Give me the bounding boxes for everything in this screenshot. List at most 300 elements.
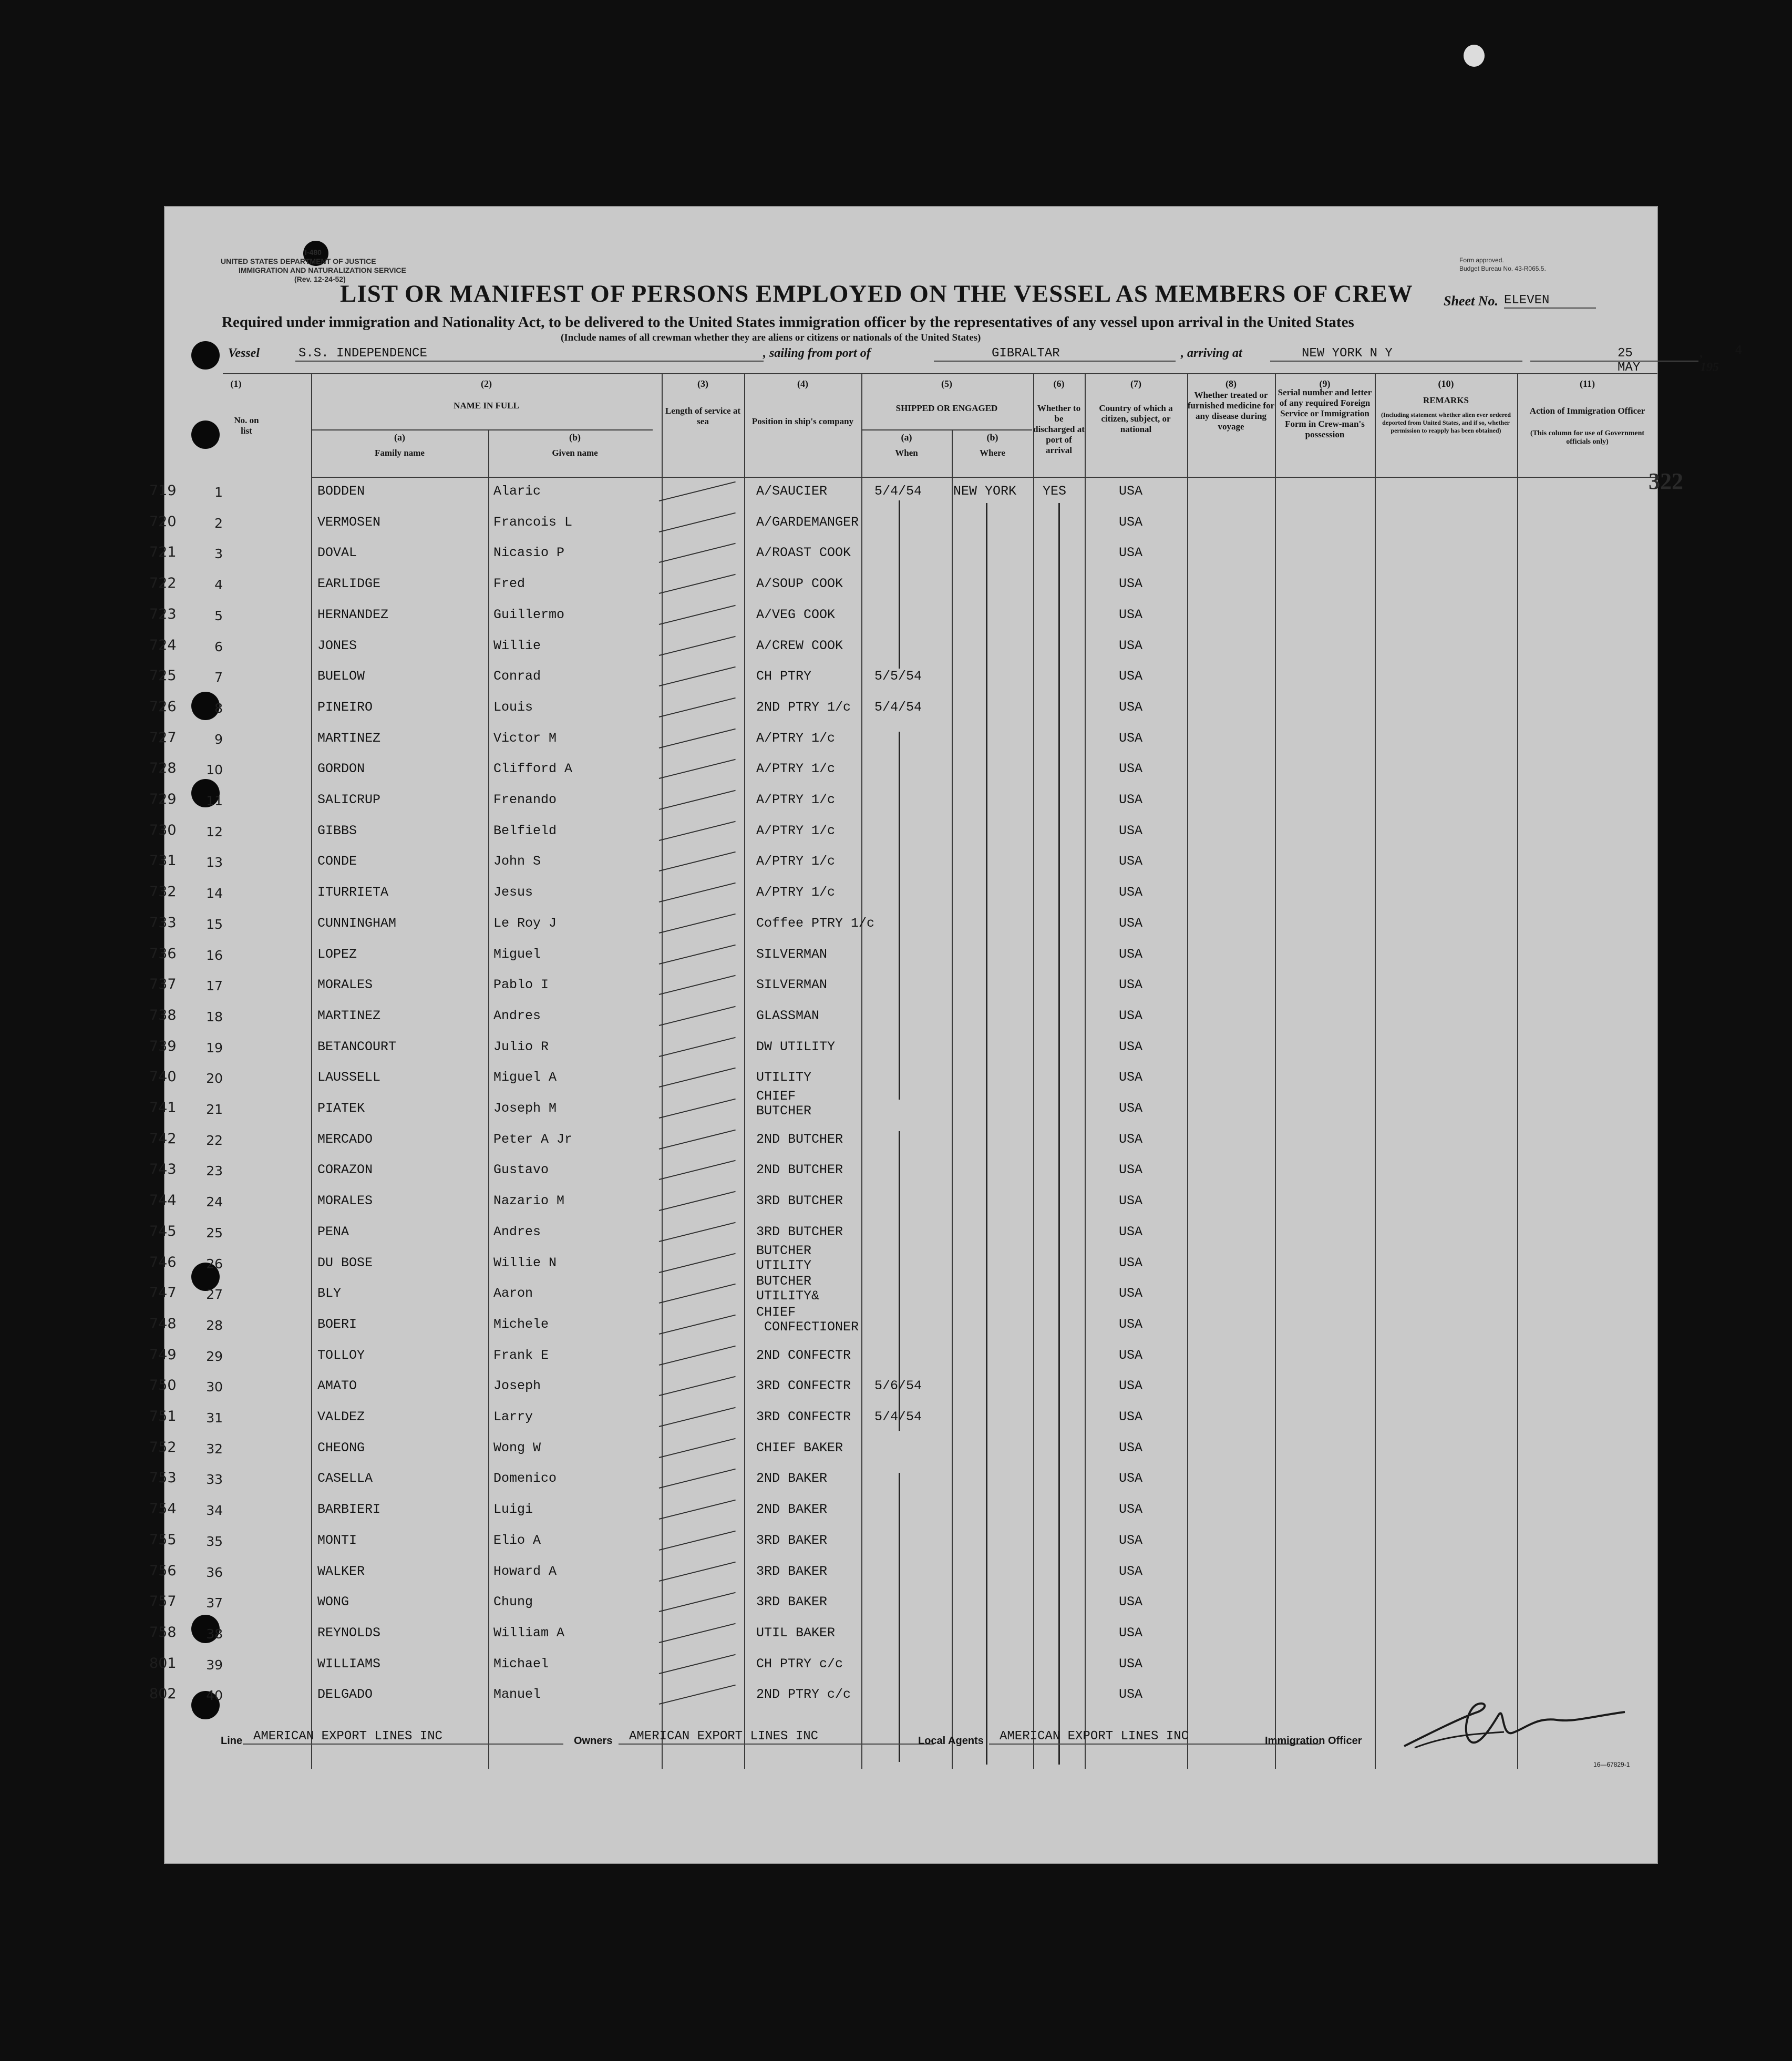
length-tick — [659, 1592, 736, 1612]
cell-given: Willie — [493, 638, 541, 653]
ditto-line — [986, 503, 987, 1765]
cell-position: BUTCHER UTILITY& — [756, 1274, 820, 1304]
cell-no: 20 — [206, 1071, 223, 1086]
cell-no: 21 — [206, 1102, 223, 1117]
cell-hand: 719 — [149, 483, 177, 499]
length-tick — [659, 1099, 736, 1119]
cell-no: 29 — [206, 1348, 223, 1364]
cell-given: Le Roy J — [493, 915, 557, 931]
column-rule — [744, 373, 745, 1769]
ditto-line — [899, 1473, 900, 1762]
approval-line-2: Budget Bureau No. 43-R065.5. — [1459, 265, 1546, 272]
cell-no: 32 — [206, 1441, 223, 1457]
cell-given: Domenico — [493, 1471, 557, 1486]
cell-given: Miguel — [493, 946, 541, 962]
cell-given: Louis — [493, 699, 533, 715]
col-discharged-label: Whether to be discharged at port of arrival — [1033, 403, 1085, 455]
officer-label: Immigration Officer — [1265, 1735, 1362, 1747]
length-tick — [659, 1284, 736, 1304]
cell-given: Frank E — [493, 1347, 549, 1363]
column-rule — [1085, 373, 1086, 1769]
cell-given: Nazario M — [493, 1193, 565, 1209]
cell-position: 2ND BUTCHER — [756, 1131, 843, 1147]
length-tick — [659, 1037, 736, 1057]
owners-label: Owners — [574, 1735, 613, 1747]
length-tick — [659, 1623, 736, 1643]
cell-no: 13 — [206, 855, 223, 870]
cell-country: USA — [1119, 1471, 1143, 1486]
cell-country: USA — [1119, 761, 1143, 777]
cell-no: 2 — [214, 515, 223, 531]
cell-country: USA — [1119, 1502, 1143, 1517]
col-medicine-number: (8) — [1225, 378, 1237, 389]
cell-country: USA — [1119, 1594, 1143, 1610]
cell-hand: 737 — [149, 976, 177, 993]
cell-hand: 754 — [149, 1501, 177, 1517]
cell-where: NEW YORK — [953, 484, 1017, 499]
column-rule — [1033, 373, 1034, 1769]
column-rule — [1275, 373, 1276, 1769]
cell-given: Howard A — [493, 1563, 557, 1579]
cell-hand: 739 — [149, 1038, 177, 1054]
cell-hand: 748 — [149, 1315, 177, 1332]
cell-country: USA — [1119, 1347, 1143, 1363]
cell-no: 36 — [206, 1564, 223, 1580]
cell-no: 16 — [206, 947, 223, 963]
cell-when: 5/6/54 — [874, 1378, 922, 1394]
cell-country: USA — [1119, 607, 1143, 622]
cell-no: 22 — [206, 1132, 223, 1148]
cell-hand: 749 — [149, 1346, 177, 1363]
cell-given: Clifford A — [493, 761, 573, 777]
cell-hand: 726 — [149, 698, 177, 715]
cell-no: 8 — [214, 700, 223, 716]
cell-position: 3RD BUTCHER — [756, 1224, 843, 1239]
cell-country: USA — [1119, 823, 1143, 838]
length-tick — [659, 512, 736, 532]
cell-family: EARLIDGE — [317, 576, 381, 592]
cell-given: Pablo I — [493, 977, 549, 993]
col-discharged-number: (6) — [1053, 378, 1065, 389]
cell-position: DW UTILITY — [756, 1039, 836, 1054]
cell-given: Jesus — [493, 885, 533, 900]
cell-given: Aaron — [493, 1286, 533, 1301]
cell-position: 3RD CONFECTR — [756, 1378, 851, 1394]
approval-block — [1459, 256, 1546, 273]
length-tick — [659, 1438, 736, 1458]
cell-no: 23 — [206, 1163, 223, 1179]
cell-family: BETANCOURT — [317, 1039, 397, 1054]
agents-label: Local Agents — [918, 1735, 984, 1747]
cell-no: 4 — [214, 577, 223, 593]
length-tick — [659, 1006, 736, 1026]
cell-position: 3RD BAKER — [756, 1563, 828, 1579]
col-remarks-label: REMARKS — [1423, 395, 1469, 405]
cell-position: A/PTRY 1/c — [756, 854, 836, 869]
cell-given: Andres — [493, 1224, 541, 1239]
punch-hole — [191, 421, 220, 449]
col-family-number: (a) — [394, 432, 405, 443]
ditto-line — [899, 732, 900, 1100]
punch-hole — [191, 341, 220, 370]
cell-country: USA — [1119, 977, 1143, 993]
service-name: IMMIGRATION AND NATURALIZATION SERVICE — [239, 266, 406, 274]
agents-value: AMERICAN EXPORT LINES INC — [989, 1729, 1320, 1745]
cell-hand: 731 — [149, 853, 177, 869]
cell-position: BUTCHER UTILITY — [756, 1243, 812, 1273]
length-tick — [659, 1129, 736, 1149]
cell-country: USA — [1119, 514, 1143, 530]
col-given-number: (b) — [569, 432, 581, 443]
col-no-label: No. on list — [234, 415, 259, 436]
col-remarks-note: (Including statement whether alien ever ordered deported from United States, and if so, whether permission to reapply has been obtained) — [1381, 411, 1511, 434]
cell-country: USA — [1119, 1224, 1143, 1239]
cell-family: PIATEK — [317, 1101, 365, 1116]
cell-country: USA — [1119, 1193, 1143, 1209]
cell-no: 6 — [214, 639, 223, 654]
cell-family: DU BOSE — [317, 1255, 373, 1270]
cell-no: 17 — [206, 978, 223, 994]
cell-family: BOERI — [317, 1316, 357, 1332]
cell-hand: 747 — [149, 1285, 177, 1301]
cell-no: 28 — [206, 1317, 223, 1333]
cell-hand: 733 — [149, 914, 177, 931]
cell-country: USA — [1119, 699, 1143, 715]
ditto-line — [899, 500, 900, 669]
length-tick — [659, 1654, 736, 1674]
length-tick — [659, 1469, 736, 1489]
form-code: 16—67829-1 — [1593, 1761, 1630, 1768]
cell-position: CH PTRY — [756, 669, 812, 684]
cell-no: 40 — [206, 1688, 223, 1704]
cell-family: WALKER — [317, 1563, 365, 1579]
column-rule — [1375, 373, 1376, 1769]
cell-no: 31 — [206, 1410, 223, 1426]
cell-no: 10 — [206, 762, 223, 778]
col-length-number: (3) — [697, 378, 708, 389]
cell-family: JONES — [317, 638, 357, 653]
cell-position: A/SOUP COOK — [756, 576, 843, 592]
cell-family: GIBBS — [317, 823, 357, 838]
cell-family: DELGADO — [317, 1687, 373, 1703]
cell-family: MORALES — [317, 1193, 373, 1209]
cell-no: 33 — [206, 1472, 223, 1488]
cell-no: 19 — [206, 1040, 223, 1055]
cell-country: USA — [1119, 1656, 1143, 1672]
cell-position: 2ND CONFECTR — [756, 1347, 851, 1363]
vessel-name: S.S. INDEPENDENCE — [295, 346, 764, 362]
column-rule — [1187, 373, 1188, 1769]
cell-hand: 720 — [149, 513, 177, 530]
cell-given: Luigi — [493, 1502, 533, 1517]
cell-no: 25 — [206, 1225, 223, 1240]
cell-family: VALDEZ — [317, 1409, 365, 1424]
cell-hand: 724 — [149, 637, 177, 653]
col-position-label: Position in ship's company — [751, 416, 854, 426]
cell-country: USA — [1119, 1039, 1143, 1054]
cell-given: Peter A Jr — [493, 1131, 573, 1147]
column-rule — [488, 429, 489, 1769]
length-tick — [659, 1222, 736, 1242]
cell-position: CH PTRY c/c — [756, 1656, 843, 1672]
vessel-label: Vessel — [228, 346, 260, 360]
cell-position: SILVERMAN — [756, 977, 828, 993]
cell-family: GORDON — [317, 761, 365, 777]
cell-position: A/CREW COOK — [756, 638, 843, 653]
cell-no: 7 — [214, 670, 223, 685]
cell-no: 11 — [206, 793, 223, 808]
cell-when: 5/4/54 — [874, 484, 922, 499]
column-rule — [952, 429, 953, 1769]
cell-no: 38 — [206, 1626, 223, 1642]
cell-hand: 727 — [149, 729, 177, 746]
length-tick — [659, 759, 736, 779]
cell-no: 5 — [214, 608, 223, 623]
col-remarks-number: (10) — [1438, 378, 1454, 389]
cell-family: CHEONG — [317, 1440, 365, 1455]
cell-given: John S — [493, 854, 541, 869]
cell-no: 37 — [206, 1595, 223, 1611]
col-medicine-label: Whether treated or furnished medicine for any disease during voyage — [1187, 390, 1275, 432]
cell-no: 18 — [206, 1009, 223, 1024]
cell-given: Frenando — [493, 792, 557, 807]
cell-position: A/VEG COOK — [756, 607, 836, 622]
cell-position: 3RD BUTCHER — [756, 1193, 843, 1209]
ditto-line — [899, 1131, 900, 1431]
cell-when: 5/4/54 — [874, 699, 922, 715]
col-when-number: (a) — [901, 432, 912, 443]
line-label: Line — [221, 1735, 243, 1747]
cell-position: A/PTRY 1/c — [756, 792, 836, 807]
page-subnote: (Include names of all crewman whether they are aliens or citizens or nationals of the United States) — [561, 332, 981, 343]
cell-position: A/PTRY 1/c — [756, 885, 836, 900]
cell-country: USA — [1119, 1101, 1143, 1116]
cell-no: 34 — [206, 1503, 223, 1519]
cell-country: USA — [1119, 1409, 1143, 1424]
port-to: NEW YORK N Y — [1270, 346, 1522, 362]
cell-family: BUELOW — [317, 669, 365, 684]
cell-family: TOLLOY — [317, 1347, 365, 1363]
cell-given: Willie N — [493, 1255, 557, 1270]
cell-country: USA — [1119, 1378, 1143, 1394]
cell-position: UTIL BAKER — [756, 1625, 836, 1640]
cell-hand: 756 — [149, 1562, 177, 1579]
length-tick — [659, 698, 736, 717]
length-tick — [659, 944, 736, 964]
length-tick — [659, 852, 736, 871]
cell-given: Miguel A — [493, 1070, 557, 1085]
cell-given: Manuel — [493, 1687, 541, 1703]
cell-position: 2ND BAKER — [756, 1471, 828, 1486]
cell-country: USA — [1119, 946, 1143, 962]
col-where-label: Where — [980, 448, 1005, 458]
cell-family: CASELLA — [317, 1471, 373, 1486]
cell-country: USA — [1119, 1563, 1143, 1579]
cell-given: Michael — [493, 1656, 549, 1672]
cell-position: CHIEF BAKER — [756, 1440, 843, 1455]
line-value: AMERICAN EXPORT LINES INC — [243, 1729, 563, 1745]
cell-country: USA — [1119, 1131, 1143, 1147]
length-tick — [659, 1407, 736, 1427]
length-tick — [659, 1315, 736, 1335]
cell-hand: 750 — [149, 1377, 177, 1394]
cell-hand: 751 — [149, 1408, 177, 1424]
cell-given: Belfield — [493, 823, 557, 838]
cell-country: USA — [1119, 1440, 1143, 1455]
department-name: UNITED STATES DEPARTMENT OF JUSTICE — [221, 257, 376, 265]
cell-family: WILLIAMS — [317, 1656, 381, 1672]
cell-discharged: YES — [1043, 484, 1067, 499]
cell-position: CHIEF CONFECTIONER — [756, 1304, 859, 1335]
cell-hand: 736 — [149, 945, 177, 962]
cell-country: USA — [1119, 1687, 1143, 1703]
col-action-label: Action of Immigration Officer — [1529, 406, 1645, 416]
length-tick — [659, 543, 736, 563]
col-country-label: Country of which a citizen, subject, or national — [1099, 403, 1173, 434]
cell-when: 5/4/54 — [874, 1409, 922, 1424]
cell-family: PINEIRO — [317, 699, 373, 715]
paper-fragment — [1464, 45, 1485, 67]
length-tick — [659, 914, 736, 934]
col-length-label: Length of service at sea — [665, 406, 741, 426]
col-no-number: (1) — [230, 378, 242, 389]
col-serial-label: Serial number and letter of any required Foreign Service or Immigration Form in Crew-man's possession — [1278, 387, 1372, 439]
col-given-label: Given name — [552, 448, 598, 458]
cell-position: 3RD BAKER — [756, 1532, 828, 1548]
cell-position: GLASSMAN — [756, 1008, 820, 1023]
cell-country: USA — [1119, 730, 1143, 746]
column-rule — [662, 373, 663, 1769]
cell-position: 2ND PTRY c/c — [756, 1687, 851, 1703]
cell-country: USA — [1119, 576, 1143, 592]
col-name-number: (2) — [481, 378, 492, 389]
cell-no: 27 — [206, 1287, 223, 1303]
form-number: I-480 — [305, 248, 322, 257]
cell-country: USA — [1119, 1532, 1143, 1548]
approval-line-1: Form approved. — [1459, 257, 1504, 264]
col-when-label: When — [895, 448, 918, 458]
cell-family: CONDE — [317, 854, 357, 869]
col-where-number: (b) — [986, 432, 998, 443]
cell-given: Fred — [493, 576, 526, 592]
col-position-number: (4) — [797, 378, 808, 389]
cell-country: USA — [1119, 885, 1143, 900]
cell-hand: 730 — [149, 822, 177, 838]
sheet-label: Sheet No. — [1444, 293, 1498, 309]
cell-given: Victor M — [493, 730, 557, 746]
table-top-rule — [223, 373, 1657, 374]
cell-hand: 738 — [149, 1007, 177, 1023]
cell-family: BODDEN — [317, 484, 365, 499]
length-tick — [659, 821, 736, 840]
cell-position: 3RD BAKER — [756, 1594, 828, 1610]
cell-hand: 729 — [149, 791, 177, 807]
cell-hand: 722 — [149, 575, 177, 592]
cell-family: HERNANDEZ — [317, 607, 389, 622]
cell-hand: 746 — [149, 1254, 177, 1270]
cell-given: William A — [493, 1625, 565, 1640]
length-tick — [659, 1376, 736, 1396]
cell-given: Nicasio P — [493, 545, 565, 561]
length-tick — [659, 790, 736, 810]
cell-hand: 721 — [149, 544, 177, 561]
length-tick — [659, 574, 736, 594]
length-tick — [659, 1253, 736, 1273]
cell-position: A/PTRY 1/c — [756, 730, 836, 746]
col-shipped-number: (5) — [941, 378, 952, 389]
cell-no: 15 — [206, 916, 223, 932]
cell-given: Julio R — [493, 1039, 549, 1054]
cell-family: SALICRUP — [317, 792, 381, 807]
col-action-note: (This column for use of Government officials only) — [1530, 429, 1645, 446]
cell-position: A/GARDEMANGER — [756, 514, 859, 530]
cell-hand: 743 — [149, 1161, 177, 1178]
cell-no: 3 — [214, 546, 223, 562]
cell-when: 5/5/54 — [874, 669, 922, 684]
length-tick — [659, 481, 736, 501]
cell-family: MORALES — [317, 977, 373, 993]
cell-position: SILVERMAN — [756, 946, 828, 962]
length-tick — [659, 975, 736, 995]
cell-country: USA — [1119, 638, 1143, 653]
cell-given: Elio A — [493, 1532, 541, 1548]
col-action-number: (11) — [1580, 378, 1595, 389]
column-rule — [1517, 373, 1518, 1769]
cell-country: USA — [1119, 1070, 1143, 1085]
cell-family: MERCADO — [317, 1131, 373, 1147]
cell-country: USA — [1119, 915, 1143, 931]
length-tick — [659, 635, 736, 655]
cell-no: 26 — [206, 1256, 223, 1272]
length-tick — [659, 667, 736, 686]
cell-no: 39 — [206, 1657, 223, 1673]
cell-family: CUNNINGHAM — [317, 915, 397, 931]
cell-family: LOPEZ — [317, 946, 357, 962]
length-tick — [659, 1500, 736, 1520]
shipped-subheader-rule — [861, 429, 1032, 430]
arrival-date: 25 MAY — [1618, 346, 1641, 375]
length-tick — [659, 1561, 736, 1581]
cell-country: USA — [1119, 1008, 1143, 1023]
cell-hand: 728 — [149, 760, 177, 777]
cell-position: 2ND BAKER — [756, 1502, 828, 1517]
header-bottom-rule — [311, 477, 1657, 478]
cell-country: USA — [1119, 1255, 1143, 1270]
cell-family: MONTI — [317, 1532, 357, 1548]
cell-given: Conrad — [493, 669, 541, 684]
sheet-number: ELEVEN — [1504, 293, 1596, 309]
cell-given: Michele — [493, 1316, 549, 1332]
manifest-sheet — [149, 206, 1743, 1864]
cell-hand: 742 — [149, 1130, 177, 1147]
cell-hand: 752 — [149, 1439, 177, 1455]
cell-given: Joseph — [493, 1378, 541, 1394]
arriving-label: , arriving at — [1181, 346, 1242, 360]
port-from: GIBRALTAR — [934, 346, 1176, 362]
cell-no: 12 — [206, 824, 223, 839]
length-tick — [659, 1160, 736, 1180]
cell-country: USA — [1119, 545, 1143, 561]
col-serial-number: (9) — [1319, 378, 1331, 389]
cell-given: Andres — [493, 1008, 541, 1023]
cell-position: Coffee PTRY 1/c — [756, 915, 875, 931]
cell-family: BARBIERI — [317, 1502, 381, 1517]
length-tick — [659, 728, 736, 748]
owners-value: AMERICAN EXPORT LINES INC — [619, 1729, 934, 1745]
cell-given: Joseph M — [493, 1101, 557, 1116]
page-title: LIST OR MANIFEST OF PERSONS EMPLOYED ON THE VESSEL AS MEMBERS OF CREW — [340, 280, 1413, 307]
cell-given: Wong W — [493, 1440, 541, 1455]
